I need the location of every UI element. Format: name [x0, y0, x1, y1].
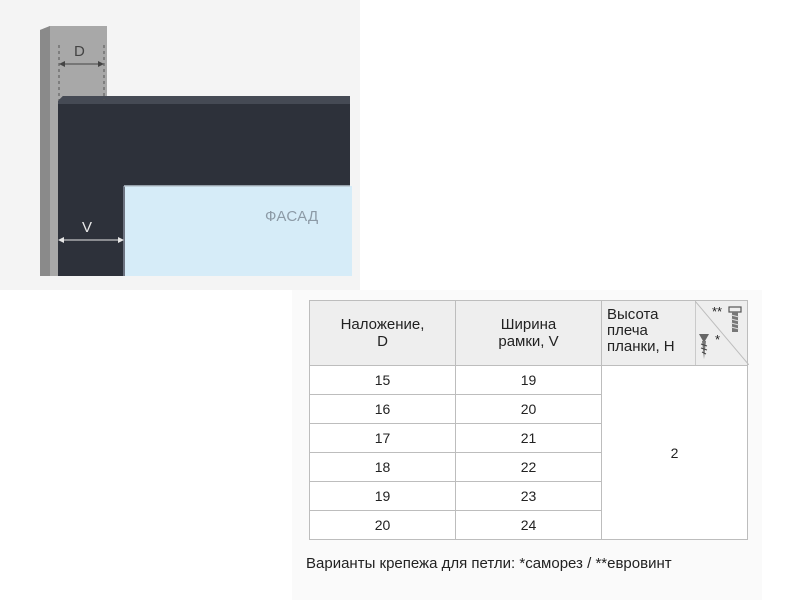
- profile-illustration: [0, 0, 360, 290]
- glass-facade: [124, 186, 352, 276]
- dim-d-label: D: [74, 43, 85, 60]
- mark-single: *: [715, 332, 721, 347]
- header-shoulder-line2: плеча: [607, 322, 648, 339]
- header-frame-width-line1: Ширина: [500, 316, 557, 333]
- fastener-footnote: Варианты крепежа для петли: *саморез / **евровинт: [306, 555, 672, 572]
- facade-label: ФАСАД: [265, 208, 319, 225]
- spec-table-panel: [292, 290, 762, 600]
- spec-table: [309, 300, 748, 540]
- cell-overlay: 20: [310, 511, 456, 540]
- cell-frame-width: 19: [456, 366, 602, 395]
- mark-double: **: [712, 304, 723, 319]
- header-overlay-line2: D: [377, 333, 388, 350]
- header-frame-width: [456, 301, 602, 366]
- profile-drawing: [0, 0, 360, 290]
- header-shoulder-line3: планки, H: [607, 338, 675, 355]
- header-shoulder-line1: Высота: [607, 306, 659, 323]
- cell-overlay: 17: [310, 424, 456, 453]
- euro-screw-icon: [729, 307, 741, 332]
- cell-frame-width: 20: [456, 395, 602, 424]
- cell-overlay: 19: [310, 482, 456, 511]
- self-tapping-screw-icon: [699, 334, 709, 359]
- cell-overlay: 15: [310, 366, 456, 395]
- cell-frame-width: 23: [456, 482, 602, 511]
- cell-overlay: 18: [310, 453, 456, 482]
- profile-vertical-bar: [58, 104, 124, 276]
- dim-v-label: V: [82, 219, 93, 236]
- header-frame-width-line2: рамки, V: [498, 333, 559, 350]
- header-shoulder-height: [602, 301, 748, 366]
- header-overlay-line1: Наложение,: [340, 316, 425, 333]
- cell-frame-width: 22: [456, 453, 602, 482]
- header-overlay: [310, 301, 456, 366]
- cell-shoulder-height: 2: [602, 366, 748, 540]
- cell-frame-width: 21: [456, 424, 602, 453]
- cell-overlay: 16: [310, 395, 456, 424]
- table-row: [310, 366, 748, 395]
- table-header-row: [310, 301, 748, 366]
- cell-frame-width: 24: [456, 511, 602, 540]
